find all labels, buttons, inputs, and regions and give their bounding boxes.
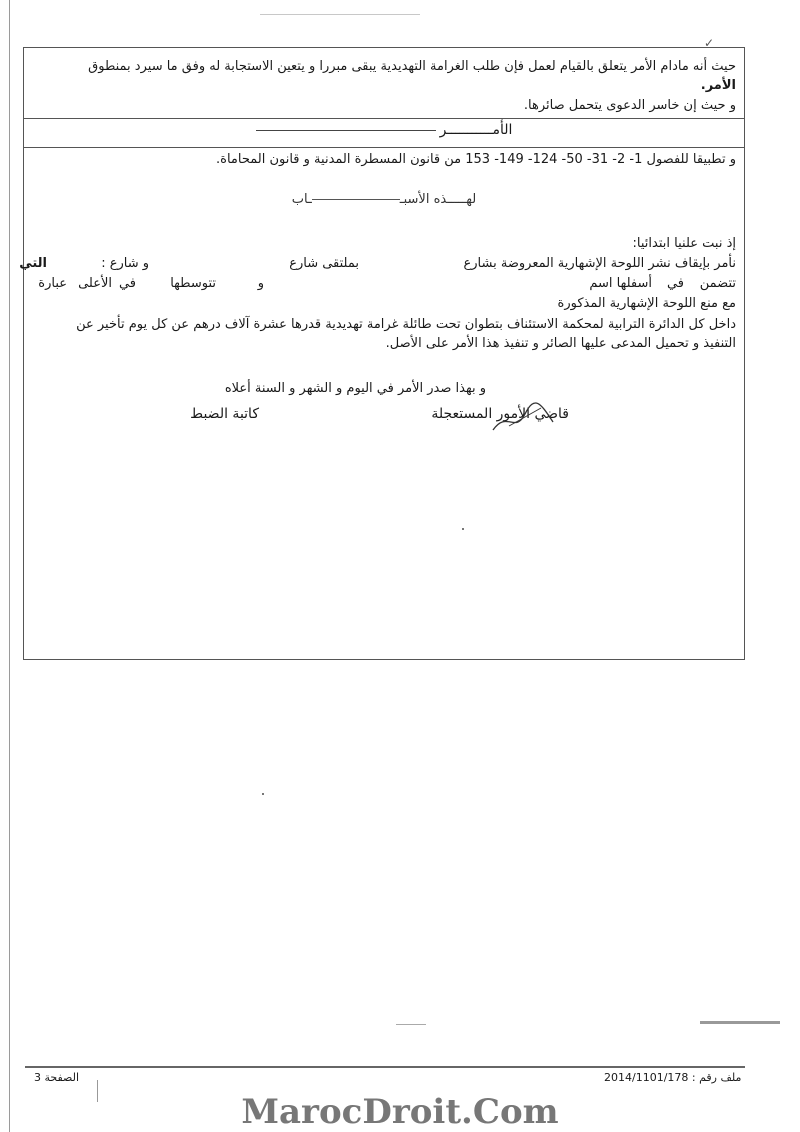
scan-speck	[262, 793, 264, 795]
reasons-heading	[24, 192, 744, 207]
ruling-b-part-8: عبارة	[38, 276, 67, 291]
order-header-band	[24, 118, 744, 148]
ruling-line-d: داخل كل الدائرة الترابية لمحكمة الاستئناف بتطوان تحت طائلة غرامة تهديدية قدرها عشرة آلاف درهم عن كل يوم تأخير عن	[76, 317, 736, 332]
reasons-heading-part-1: لهـــــذه الأسبـ	[399, 192, 477, 207]
legal-basis-line: و تطبيقا للفصول 1- 2- 31- 50- 124- 149- 153 من قانون المسطرة المدنية و قانون المحاماة.	[216, 152, 736, 167]
scan-edge-top	[260, 14, 420, 15]
scan-speck	[462, 528, 464, 530]
ruling-b-part-3: أسفلها اسم	[589, 276, 652, 291]
ruling-b-part-2: في	[666, 276, 684, 291]
judge-label: قاضي الأمور المستعجلة	[431, 406, 569, 422]
ruling-b-part-7: الأعلى	[78, 276, 112, 291]
ruling-b-part-1: تتضمن	[699, 276, 736, 291]
clerk-label: كاتبة الضبط	[190, 406, 259, 422]
ruling-a-part-3: و شارع :	[101, 256, 149, 271]
reasoning-line-3: و حيث إن خاسر الدعوى يتحمل صائرها.	[523, 98, 736, 113]
reasons-heading-part-2: ـاب	[291, 192, 312, 207]
closing-line: و بهذا صدر الأمر في اليوم و الشهر و السنة أعلاه	[224, 381, 486, 396]
ruling-line-e: التنفيذ و تحميل المدعى عليها الصائر و تنفيذ هذا الأمر على الأصل.	[385, 336, 736, 351]
judgment-box	[19, 47, 745, 660]
scan-speck	[396, 1024, 426, 1025]
file-number: ملف رقم : 2014/1101/178	[604, 1071, 742, 1084]
ruling-line-c: مع منع اللوحة الإشهارية المذكورة	[557, 296, 736, 311]
judge-signature	[489, 400, 559, 436]
watermark: MarocDroit.Com	[241, 1092, 559, 1132]
scan-edge	[9, 0, 10, 1132]
ruling-intro: إذ نبت علنيا ابتدائيا:	[632, 236, 736, 251]
ruling-a-part-1: نأمر بإيقاف نشر اللوحة الإشهارية المعروضة بشارع	[463, 256, 736, 271]
ruling-a-part-2: بملتقى شارع	[289, 256, 359, 271]
pen-tick-icon: ✓	[704, 36, 715, 50]
order-heading	[24, 122, 744, 138]
reasoning-line-2: الأمر.	[700, 78, 736, 93]
footer-rule	[25, 1066, 745, 1068]
reasoning-line-1: حيث أنه مادام الأمر يتعلق بالقيام لعمل فإن طلب الغرامة التهديدية يبقى مبررا و يتعين الاستجابة له وفق ما سيرد بمنطوق	[88, 59, 736, 74]
ruling-b-part-5: تتوسطها	[170, 276, 216, 291]
ruling-a-part-4: التي	[19, 256, 47, 271]
ruling-b-part-6: في	[118, 276, 136, 291]
scan-speck	[700, 1021, 780, 1024]
page-number: الصفحة 3	[34, 1071, 80, 1084]
ruling-b-part-4: و	[257, 276, 264, 291]
order-heading-text: الأمـــــــــــر	[439, 122, 513, 138]
